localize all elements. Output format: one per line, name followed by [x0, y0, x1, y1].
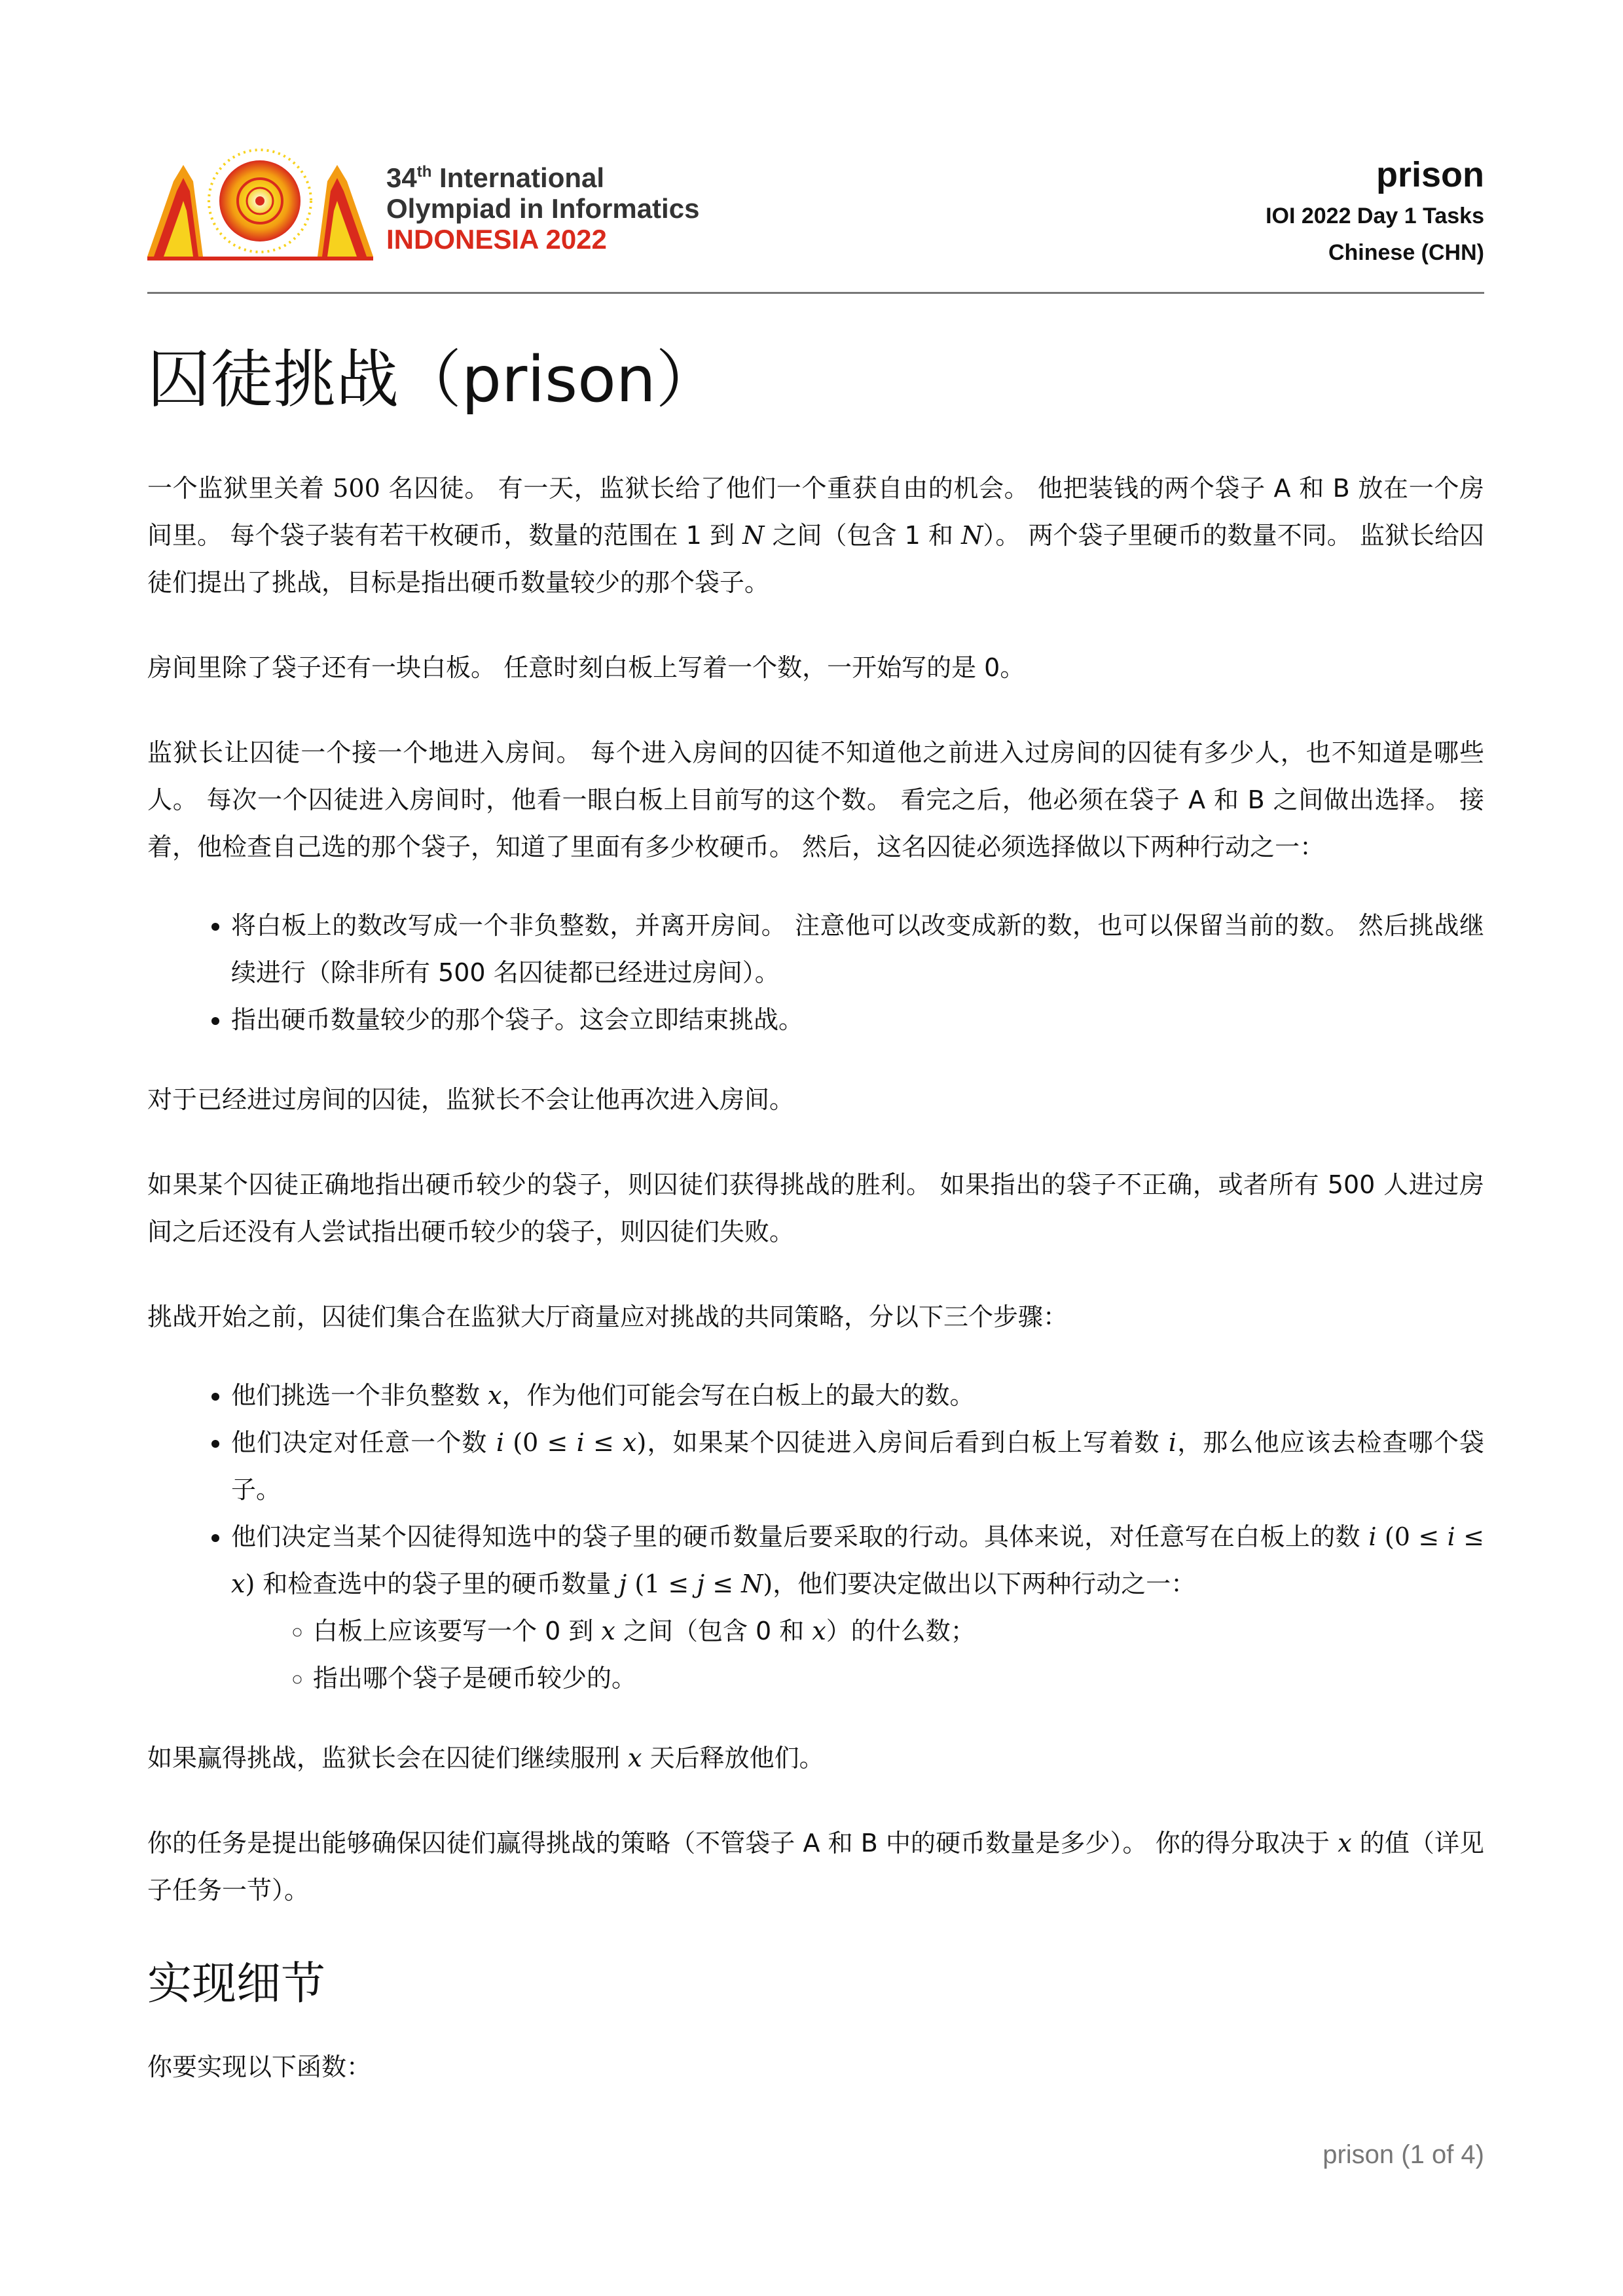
- paragraph-procedure: 监狱长让囚徒一个接一个地进入房间。 每个进入房间的囚徒不知道他之前进入过房间的囚徒有多少人，也不知道是哪些人。 每次一个囚徒进入房间时，他看一眼白板上目前写的这个数。 看完之后，他必须在袋子 A 和 B 之间做出选择。 接着，他检查自己选的那个袋子，知道了里面有多少枚硬币。 然后，这名囚徒必须选择做以下两种行动之一：: [147, 738, 1484, 861]
- strategy-list: [147, 1372, 1484, 1702]
- language-label: Chinese (CHN): [1328, 240, 1484, 265]
- paragraph-win-condition: 如果某个囚徒正确地指出硬币较少的袋子，则囚徒们获得挑战的胜利。 如果指出的袋子不正确，或者所有 500 人进过房间之后还没有人尝试指出硬币较少的袋子，则囚徒们失败。: [147, 1170, 1484, 1246]
- list-item: • 他们决定当某个囚徒得知选中的袋子里的硬币数量后要采取的行动。具体来说，对任意写在白板上的数 i (0 ≤ i ≤ x) 和检查选中的袋子里的硬币数量 j (1 ≤ j ≤ N)，他们要决定做出以下两种行动之一： ◦ 白板上应该要写一个 0 到 x 之间（包含 0 和 x）的什么数； ◦ 指出哪个袋子是硬币较少的。: [231, 1513, 1484, 1702]
- header-divider: [147, 292, 1484, 294]
- paragraph-strategy-steps: 挑战开始之前，囚徒们集合在监狱大厅商量应对挑战的共同策略，分以下三个步骤：: [147, 1302, 1068, 1331]
- document-body: [147, 334, 1484, 2128]
- olympiad-line-3: INDONESIA 2022: [386, 224, 607, 255]
- list-item: • 指出硬币数量较少的那个袋子。这会立即结束挑战。: [231, 996, 1484, 1043]
- paragraph-whiteboard: 房间里除了袋子还有一块白板。 任意时刻白板上写着一个数，一开始写的是 0。: [147, 653, 1025, 682]
- paragraph-intro: 一个监狱里关着 500 名囚徒。 有一天，监狱长给了他们一个重获自由的机会。 他把装钱的两个袋子 A 和 B 放在一个房间里。 每个袋子装有若干枚硬币，数量的范围在 1 到 N 之间（包含 1 和 N）。 两个袋子里硬币的数量不同。 监狱长给囚徒们提出了挑战，目标是指出硬币数量较少的那个袋子。: [147, 474, 1484, 597]
- paragraph-implement: 你要实现以下函数：: [147, 2053, 372, 2081]
- page-footer: prison (1 of 4): [1322, 2140, 1484, 2169]
- olympiad-name: [386, 162, 699, 255]
- ioi-logo-icon: [147, 145, 373, 266]
- sub-list: [231, 1607, 1484, 1702]
- page-title: 囚徒挑战（prison）: [147, 343, 719, 416]
- task-name: prison: [1376, 155, 1484, 194]
- list-item: • 他们挑选一个非负整数 x，作为他们可能会写在白板上的最大的数。: [231, 1372, 1484, 1419]
- contest-name: IOI 2022 Day 1 Tasks: [1266, 204, 1484, 228]
- task-header: [1266, 152, 1484, 271]
- paragraph-release: 如果赢得挑战，监狱长会在囚徒们继续服刑 x 天后释放他们。: [147, 1744, 824, 1772]
- olympiad-line-1: 34th International: [386, 162, 605, 193]
- list-item: • 他们决定对任意一个数 i (0 ≤ i ≤ x)，如果某个囚徒进入房间后看到白板上写着数 i，那么他应该去检查哪个袋子。: [231, 1419, 1484, 1513]
- action-list: [147, 902, 1484, 1043]
- section-heading-implementation: 实现细节: [147, 1958, 326, 2010]
- paragraph-task: 你的任务是提出能够确保囚徒们赢得挑战的策略（不管袋子 A 和 B 中的硬币数量是多少）。 你的得分取决于 x 的值（详见子任务一节）。: [147, 1829, 1484, 1905]
- olympiad-line-2: Olympiad in Informatics: [386, 193, 700, 224]
- sub-list-item: ◦ 白板上应该要写一个 0 到 x 之间（包含 0 和 x）的什么数；: [313, 1607, 1484, 1655]
- paragraph-no-reentry: 对于已经进过房间的囚徒，监狱长不会让他再次进入房间。: [147, 1085, 795, 1114]
- sub-list-item: ◦ 指出哪个袋子是硬币较少的。: [313, 1655, 1484, 1702]
- list-item: • 将白板上的数改写成一个非负整数，并离开房间。 注意他可以改变成新的数，也可以保留当前的数。 然后挑战继续进行（除非所有 500 名囚徒都已经进过房间）。: [231, 902, 1484, 996]
